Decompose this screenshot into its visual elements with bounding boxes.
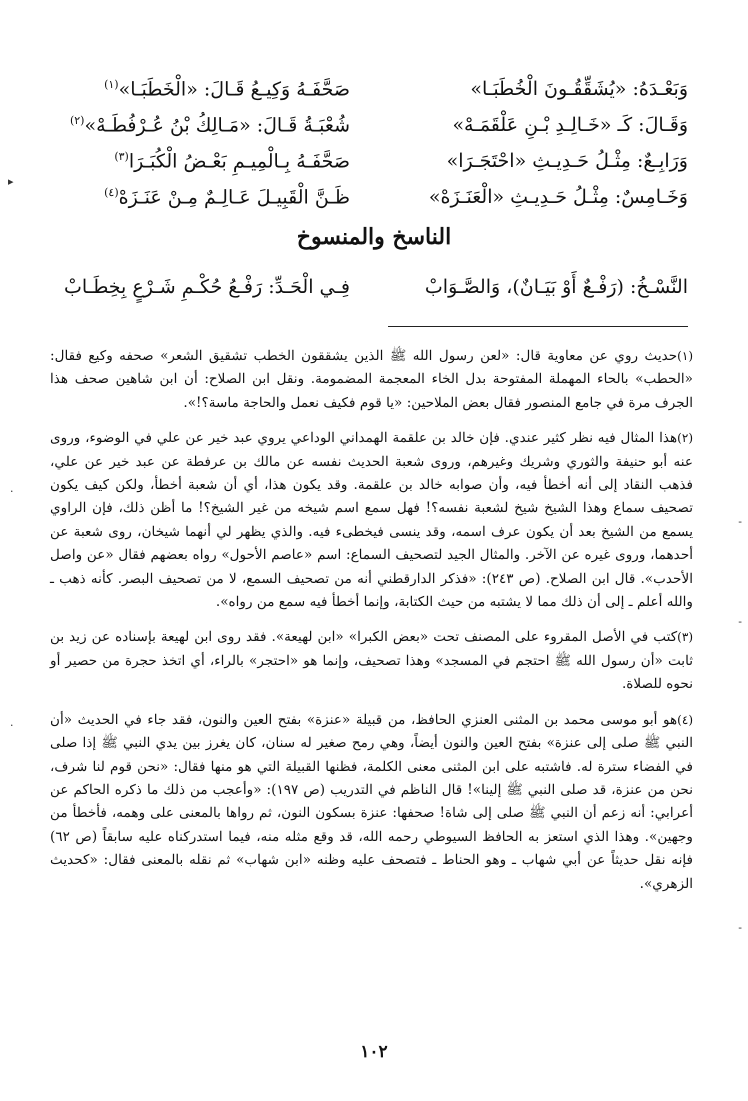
margin-mark: - bbox=[738, 615, 742, 628]
verse-second-text: صَحَّفَـهُ بِـالْمِيـمِ بَعْـضُ الْكُبَـرَا bbox=[128, 150, 350, 173]
verse-second-hemistich bbox=[40, 114, 350, 136]
footnote bbox=[50, 709, 693, 896]
verse-first-hemistich: وَقَـالَ: كَـ «خَـالِـدِ بْـنِ عَلْقَمَـهْ» bbox=[452, 114, 688, 137]
verse-block bbox=[40, 78, 688, 222]
footnote-reference: (٢) bbox=[69, 114, 85, 127]
verse-first-hemistich: وَخَـامِسٌ: مِثْـلُ حَـدِيـثِ «الْعَنَـزَهْ» bbox=[428, 186, 688, 209]
footnote-number: (٣) bbox=[677, 630, 693, 645]
footnote-text: هذا المثال فيه نظر كثير عندي. فإن خالد بن علقمة الهمداني الوداعي يروي عبد خير عن علي في الوضوء، وروى عنه أبو حنيفة والثوري وشريك وغيرهم، وروى شعبة الحديث نفسه عن مالك بن عرفطة عن عبد خير عن علي، فذهب النقاد إلى أنه أخطأ فيه، وأن صوابه خالد بن علقمة. وقد يكون هذا، أي أن شعبة أخطأ، ولكن كيف يكون تصحيف سماع وهذا الشيخ شيخ لشعبة نفسه؟! فهل سمع اسم شيخه من غير الشيخ؟! ما أظن ذلك، فإن الراوي يسمع من الشيخ بعد أن يكون عرف اسمه، وقد ينسى فيخطىء فيه. والذي يظهر لي أنهما شيخان، روى شعبة عن أحدهما، وروى غيره عن الآخر. والمثال الجيد لتصحيف السماع: اسم «عاصم الأحول» رواه بعضهم فقال «عن واصل الأحدب». قال ابن الصلاح. (ص ٢٤٣): «فذكر الدارقطني أنه من تصحيف السمع، لا من تصحيف البصر. كأنه ذهب ـ والله أعلم ـ إلى أن ذلك مما لا يشتبه من حيث الكتابة، وإنما أخطأ فيه سمع من رواه». bbox=[50, 430, 693, 611]
verse-second-hemistich bbox=[40, 186, 350, 208]
footnote-text: كتب في الأصل المقروء على المصنف تحت «بعض الكبرا» «ابن لهيعة». فقد روى ابن لهيعة بإسناده عن زيد بن ثابت «أن رسول الله ﷺ احتجم في المسجد» وهذا تصحيف، وإنما هو «احتجر» بالراء، أي اتخذ حجرة من حصير أو نحوه للصلاة. bbox=[50, 629, 693, 693]
verse-line bbox=[40, 114, 688, 150]
footnote-text: هو أبو موسى محمد بن المثنى العنزي الحافظ، من قبيلة «عنزة» بفتح العين والنون، فقد جاء في الحديث «أن النبي ﷺ صلى إلى عنزة» بفتح العين والنون أيضاً، وهي رمح صغير له سنان، كان يغرز بين يدي النبي ﷺ إذا صلى في الفضاء سترة له. فاشتبه على ابن المثنى معنى الكلمة، فظنها القبيلة التي هو منها فقال: «نحن قوم لنا شرف، نحن من عنزة، قد صلى النبي ﷺ إلينا»! قال الناظم في التدريب (ص ١٩٧): «وأعجب من ذلك ما ذكره الحاكم عن أعرابي: أنه زعم أن النبي ﷺ صلى إلى شاة! صحفها: عنزة بسكون النون، ثم رواها بالمعنى على وهمه، فأخطأ من وجهين». وهذا الذي استعز به الحافظ السيوطي رحمه الله، قد وقع مثله منه، فيما استدركناه عليه سابقاً (ص ٦٢) فإنه نقل حديثاً عن أبي شهاب ـ وهو الحناط ـ فتصحف عليه وظنه «ابن شهاب» ثم نقله بالمعنى فقال: «كحديث الزهري». bbox=[50, 711, 693, 892]
margin-mark: · bbox=[10, 719, 14, 732]
verse-first-hemistich: وَبَعْـدَهُ: «يُشَقِّقُـونَ الْخُطَبَـا» bbox=[470, 78, 688, 101]
verse-line bbox=[40, 186, 688, 222]
margin-mark: · bbox=[10, 485, 14, 498]
verse-second-hemistich bbox=[40, 150, 350, 172]
margin-mark: ▸ bbox=[8, 175, 14, 188]
verse-line bbox=[40, 78, 688, 114]
verse-second-text: صَحَّفَـهُ وَكِيـعُ قَـالَ: «الْخَطَبَـا» bbox=[118, 78, 350, 101]
footnote bbox=[50, 427, 693, 614]
page-number: ١٠٢ bbox=[360, 1042, 388, 1062]
footnote-reference: (١) bbox=[104, 78, 119, 91]
footnotes bbox=[50, 345, 693, 908]
footnote bbox=[50, 626, 693, 696]
footnote-number: (٤) bbox=[677, 712, 693, 727]
verse-line bbox=[40, 150, 688, 186]
footnote-number: (٢) bbox=[677, 431, 693, 446]
section-heading: الناسخ والمنسوخ bbox=[296, 224, 452, 250]
footnote-reference: (٤) bbox=[104, 186, 119, 199]
footnote bbox=[50, 345, 693, 415]
verse-line bbox=[40, 276, 688, 312]
verse-first-hemistich: وَرَابِـعٌ: مِثْـلُ حَـدِيـثِ «احْتَجَـرَا» bbox=[446, 150, 688, 173]
verse-first-hemistich: النَّسْـخُ: (رَفْـعٌ أَوْ بَيَـانٌ)، وَالصَّـوَابْ bbox=[424, 276, 688, 298]
footnote-separator bbox=[388, 326, 688, 327]
margin-mark: - bbox=[738, 921, 742, 934]
verse-second-text: شُعْبَـةُ قَـالَ: «مَـالِكُ بْنُ عُـرْفُطَـهْ» bbox=[84, 114, 350, 137]
verse-block-2 bbox=[40, 276, 688, 312]
margin-mark: - bbox=[738, 515, 742, 528]
footnote-reference: (٣) bbox=[114, 150, 129, 163]
verse-second-hemistich bbox=[40, 78, 350, 100]
verse-second-hemistich: فِـي الْحَـدِّ: رَفْـعُ حُكْـمِ شَـرْعٍ بِخِطَـابْ bbox=[63, 276, 350, 298]
verse-second-text: ظَـنَّ الْقَبِيـلَ عَـالِـمٌ مِـنْ عَنَـزَهْ bbox=[118, 186, 350, 209]
footnote-text: حديث روي عن معاوية قال: «لعن رسول الله ﷺ الذين يشققون الخطب تشقيق الشعر» صحفه وكيع فقال: «الحطب» بالحاء المهملة المفتوحة بدل الخاء المعجمة المضمومة. ونقل ابن الصلاح: أن ابن شاهين صحف هذا الجرف مرة في جامع المنصور فقال بعض الملاحين: «يا قوم فكيف نعمل والحاجة ماسة؟!». bbox=[50, 348, 693, 411]
footnote-number: (١) bbox=[677, 349, 693, 363]
